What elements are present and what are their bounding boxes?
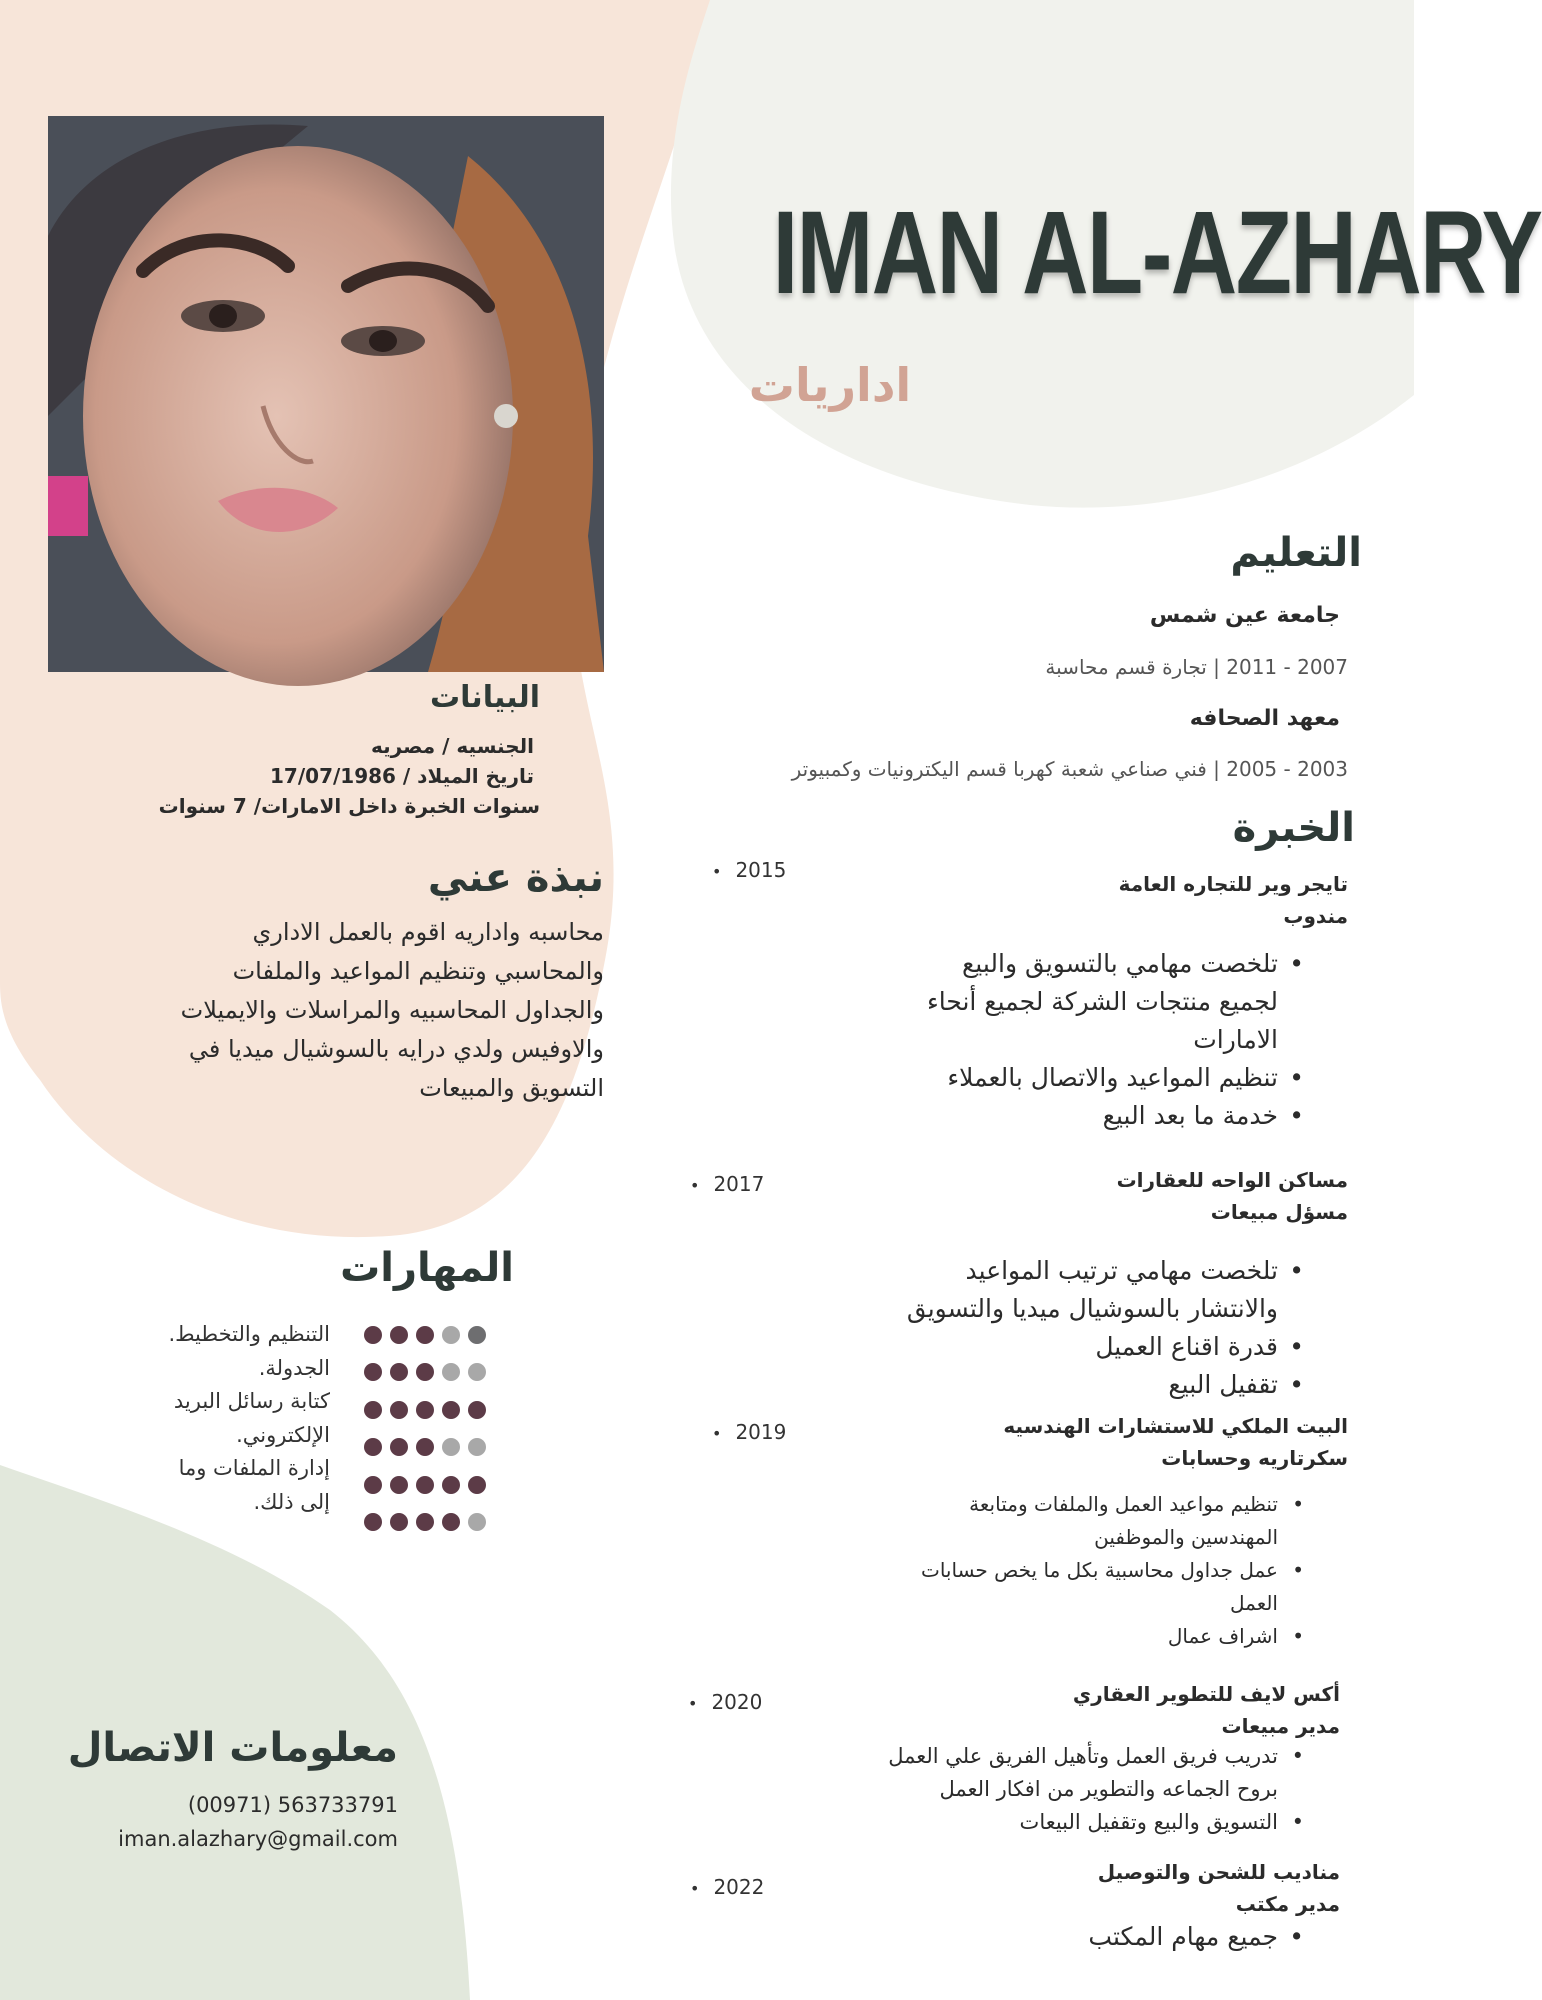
job-entry bbox=[760, 1856, 1340, 1920]
rating-dot-filled bbox=[468, 1401, 486, 1419]
skill-rating-row bbox=[364, 1316, 504, 1354]
contact-email: iman.alazhary@gmail.com bbox=[118, 1827, 398, 1851]
job-role: اداريات bbox=[748, 358, 912, 412]
experience-years: سنوات الخبرة داخل الامارات/ 7 سنوات bbox=[158, 794, 540, 818]
job-entry bbox=[760, 1164, 1348, 1228]
job-company: أكس لايف للتطوير العقاري bbox=[1072, 1682, 1340, 1706]
rating-dot-filled bbox=[390, 1476, 408, 1494]
skill-rating-row bbox=[364, 1354, 504, 1392]
school-name: جامعة عين شمس bbox=[1149, 603, 1340, 628]
job-tasks bbox=[820, 1740, 1310, 1839]
job-company: مناديب للشحن والتوصيل bbox=[1097, 1860, 1340, 1884]
task-item: • تنظيم المواعيد والاتصال بالعملاء bbox=[860, 1059, 1310, 1097]
task-item: • تقفيل البيع bbox=[840, 1366, 1310, 1404]
contact-title: معلومات الاتصال bbox=[67, 1725, 398, 1771]
skill-line: التنظيم والتخطيط. bbox=[168, 1322, 330, 1346]
rating-dot-filled bbox=[416, 1476, 434, 1494]
nationality: الجنسيه / مصريه bbox=[371, 734, 534, 758]
task-item: • خدمة ما بعد البيع bbox=[860, 1097, 1310, 1135]
rating-dot-filled bbox=[390, 1401, 408, 1419]
job-position: مسؤل مبيعات bbox=[1210, 1200, 1348, 1224]
about-line: التسويق والمبيعات bbox=[419, 1074, 604, 1102]
job-tasks bbox=[840, 1252, 1310, 1404]
contact-phone: (00971) 563733791 bbox=[187, 1793, 398, 1817]
rating-dot-filled bbox=[416, 1326, 434, 1344]
rating-dot-filled bbox=[364, 1476, 382, 1494]
birth-date: تاريخ الميلاد / 17/07/1986 bbox=[270, 764, 534, 788]
rating-dot-empty bbox=[468, 1513, 486, 1531]
skill-line: كتابة رسائل البريد bbox=[173, 1389, 330, 1413]
about-line: والمحاسبي وتنظيم المواعيد والملفات bbox=[232, 957, 604, 985]
rating-dot-empty bbox=[442, 1326, 460, 1344]
education-detail: 2003 - 2005 | فني صناعي شعبة كهربا قسم اليكترونيات وكمبيوتر bbox=[791, 757, 1348, 781]
about-line: محاسبه واداريه اقوم بالعمل الاداري bbox=[252, 918, 604, 946]
job-position: مدير مبيعات bbox=[1221, 1714, 1340, 1738]
task-item: • اشراف عمال bbox=[840, 1620, 1310, 1653]
rating-dot-filled bbox=[390, 1438, 408, 1456]
rating-dot-filled bbox=[442, 1401, 460, 1419]
about-line: والاوفيس ولدي درايه بالسوشيال ميديا في bbox=[188, 1035, 604, 1063]
about-line: والجداول المحاسبيه والمراسلات والايميلات bbox=[180, 996, 604, 1024]
rating-dot-filled bbox=[416, 1363, 434, 1381]
rating-dot-filled bbox=[364, 1326, 382, 1344]
about-section bbox=[80, 855, 604, 1108]
skill-rating-dots bbox=[364, 1316, 504, 1541]
job-year: • 2019 bbox=[712, 1420, 786, 1444]
rating-dot-filled bbox=[390, 1363, 408, 1381]
rating-dot-filled bbox=[442, 1476, 460, 1494]
rating-dot-filled bbox=[468, 1476, 486, 1494]
job-position: مندوب bbox=[1283, 904, 1348, 928]
school-name: معهد الصحافه bbox=[1189, 706, 1340, 731]
task-item: • تدريب فريق العمل وتأهيل الفريق علي العمل بروح الجماعه والتطوير من افكار العمل bbox=[820, 1740, 1310, 1806]
task-item: • جميع مهام المكتب bbox=[860, 1918, 1310, 1956]
job-entry bbox=[760, 1410, 1348, 1474]
about-title: نبذة عني bbox=[427, 855, 604, 901]
skill-line: الجدولة. bbox=[258, 1355, 330, 1380]
job-tasks bbox=[840, 1488, 1310, 1653]
education-detail: 2007 - 2011 | تجارة قسم محاسبة bbox=[1045, 655, 1348, 679]
task-item: • تنظيم مواعيد العمل والملفات ومتابعة المهندسين والموظفين bbox=[840, 1488, 1310, 1554]
skill-line: إلى ذلك. bbox=[253, 1489, 330, 1514]
personal-title: البيانات bbox=[430, 680, 540, 715]
rating-dot-empty bbox=[468, 1438, 486, 1456]
task-item: • تلخصت مهامي ترتيب المواعيد والانتشار بالسوشيال ميديا والتسويق bbox=[840, 1252, 1310, 1328]
candidate-name: IMAN AL-AZHARY bbox=[772, 187, 1542, 319]
job-company: البيت الملكي للاستشارات الهندسيه bbox=[1003, 1414, 1348, 1438]
rating-dot-filled bbox=[364, 1363, 382, 1381]
skill-rating-row bbox=[364, 1504, 504, 1542]
job-year: • 2017 bbox=[690, 1172, 764, 1196]
job-company: مساكن الواحه للعقارات bbox=[1116, 1168, 1348, 1192]
job-entry bbox=[760, 1678, 1340, 1742]
profile-photo bbox=[48, 116, 604, 672]
task-item: • قدرة اقناع العميل bbox=[840, 1328, 1310, 1366]
job-year: • 2022 bbox=[690, 1875, 764, 1899]
portrait-photo-icon bbox=[48, 116, 604, 672]
skills-title: المهارات bbox=[340, 1245, 514, 1291]
rating-dot-empty bbox=[468, 1363, 486, 1381]
experience-title: الخبرة bbox=[1232, 805, 1355, 851]
skill-rating-row bbox=[364, 1391, 504, 1429]
job-company: تايجر وير للتجاره العامة bbox=[1118, 872, 1348, 896]
task-item: • عمل جداول محاسبية بكل ما يخص حسابات العمل bbox=[840, 1554, 1310, 1620]
task-item: • التسويق والبيع وتقفيل البيعات bbox=[820, 1806, 1310, 1839]
rating-dot-filled bbox=[364, 1513, 382, 1531]
rating-dot-empty bbox=[468, 1326, 486, 1344]
skill-rating-row bbox=[364, 1429, 504, 1467]
job-year: • 2020 bbox=[688, 1690, 762, 1714]
job-entry bbox=[760, 868, 1348, 932]
rating-dot-filled bbox=[416, 1438, 434, 1456]
education-title: التعليم bbox=[1230, 530, 1362, 576]
personal-section bbox=[100, 680, 540, 821]
rating-dot-empty bbox=[442, 1438, 460, 1456]
rating-dot-filled bbox=[390, 1326, 408, 1344]
skill-line: إدارة الملفات وما bbox=[178, 1456, 330, 1480]
contact-section bbox=[60, 1725, 398, 1851]
skills-list bbox=[110, 1318, 330, 1519]
rating-dot-filled bbox=[364, 1438, 382, 1456]
about-text bbox=[80, 913, 604, 1108]
skill-rating-row bbox=[364, 1466, 504, 1504]
skill-line: الإلكتروني. bbox=[236, 1422, 330, 1447]
job-year: • 2015 bbox=[712, 858, 786, 882]
job-position: سكرتاريه وحسابات bbox=[1161, 1446, 1348, 1470]
rating-dot-filled bbox=[364, 1401, 382, 1419]
job-position: مدير مكتب bbox=[1235, 1892, 1340, 1916]
rating-dot-empty bbox=[442, 1363, 460, 1381]
rating-dot-filled bbox=[416, 1401, 434, 1419]
education-item bbox=[700, 706, 1340, 731]
job-tasks bbox=[860, 945, 1310, 1135]
task-item: • تلخصت مهامي بالتسويق والبيع لجميع منتجات الشركة لجميع أنحاء الامارات bbox=[860, 945, 1310, 1059]
job-tasks bbox=[860, 1918, 1310, 1956]
rating-dot-filled bbox=[390, 1513, 408, 1531]
rating-dot-filled bbox=[416, 1513, 434, 1531]
rating-dot-filled bbox=[442, 1513, 460, 1531]
education-item bbox=[700, 603, 1340, 628]
